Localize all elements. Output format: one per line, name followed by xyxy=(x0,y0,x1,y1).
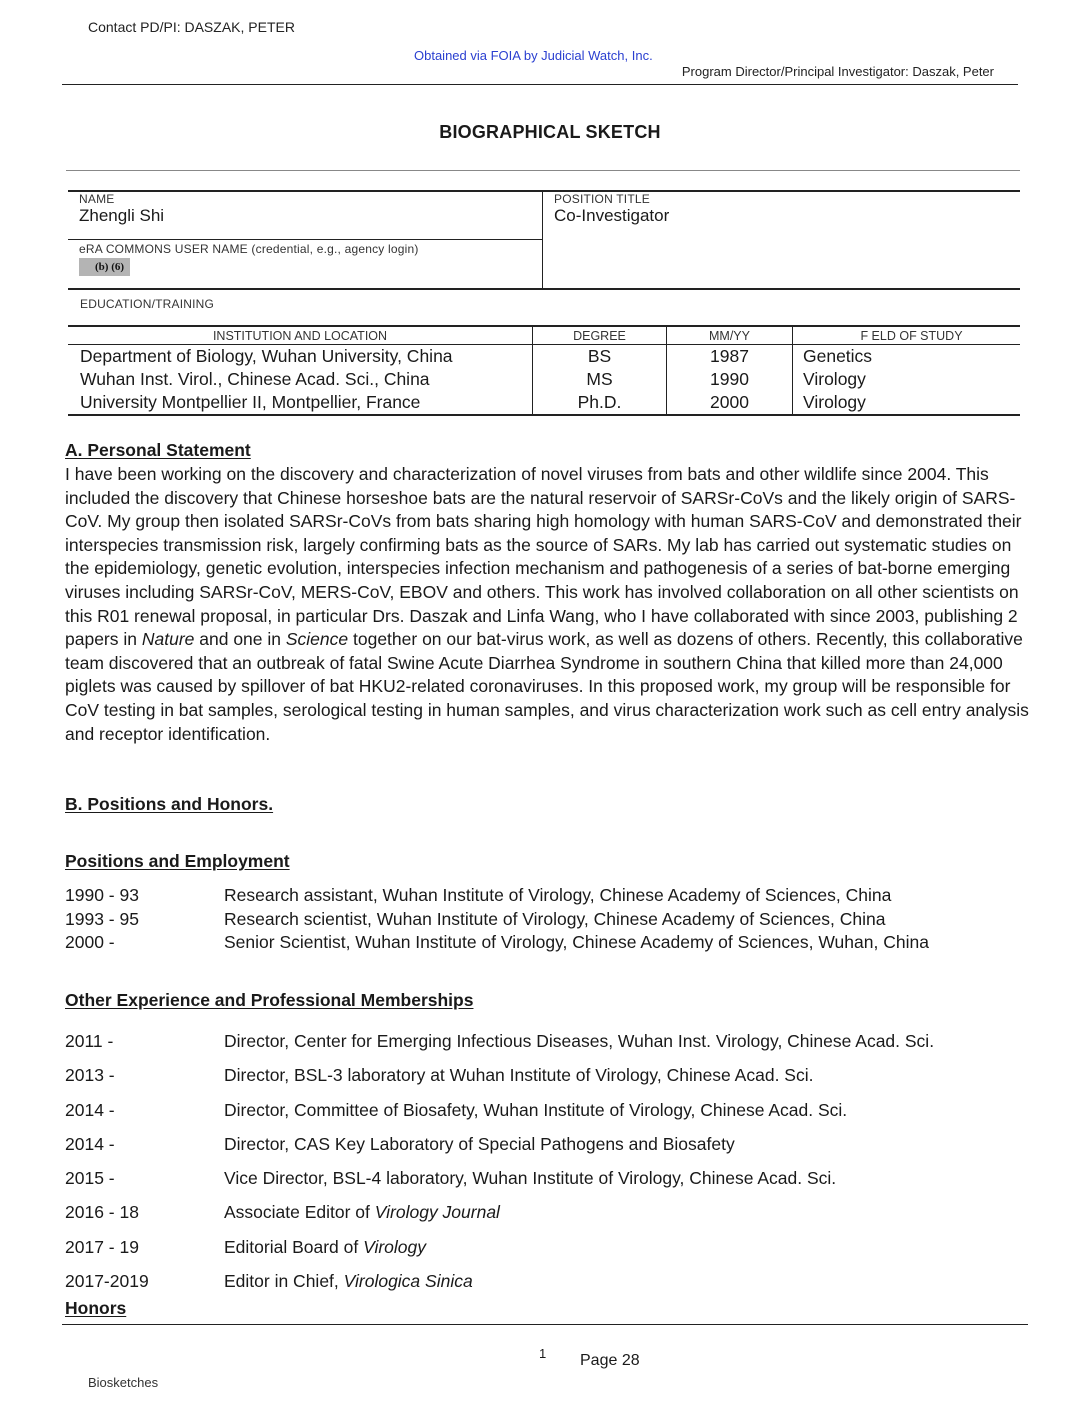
years: 2014 - xyxy=(65,1099,115,1120)
date: 1987 xyxy=(667,345,793,369)
years: 2016 - 18 xyxy=(65,1202,139,1223)
field: Genetics xyxy=(793,345,1021,369)
education-table xyxy=(68,325,1020,416)
list-item xyxy=(65,1195,934,1229)
years: 2017-2019 xyxy=(65,1271,149,1292)
page-label: Page 28 xyxy=(580,1352,640,1369)
era-cell xyxy=(68,240,542,276)
years: 1993 - 95 xyxy=(65,908,139,929)
institution: University Montpellier II, Montpellier, France xyxy=(80,392,421,412)
journal-science: Science xyxy=(285,629,349,650)
position-text: Senior Scientist, Wuhan Institute of Virology, Chinese Academy of Sciences, Wuhan, China xyxy=(224,932,929,952)
position-cell xyxy=(554,192,669,226)
name-value: Zhengli Shi xyxy=(79,206,165,225)
institution: Wuhan Inst. Virol., Chinese Acad. Sci., China xyxy=(80,369,430,389)
col-institution: INSTITUTION AND LOCATION xyxy=(68,326,533,345)
personal-statement-body xyxy=(65,463,1030,746)
col-field: F ELD OF STUDY xyxy=(793,326,1021,345)
role-text: Director, Center for Emerging Infectious Diseases, Wuhan Inst. Virology, Chinese Acad. Sci. xyxy=(224,1031,935,1051)
section-label: Biosketches xyxy=(88,1375,159,1390)
employment-heading: Positions and Employment xyxy=(65,851,290,871)
contact-pi: Contact PD/PI: DASZAK, PETER xyxy=(88,19,295,35)
employment-list xyxy=(65,884,929,955)
era-label: eRA COMMONS USER NAME (credential, e.g., agency login) xyxy=(79,242,419,256)
role-text: Editor in Chief, xyxy=(224,1271,344,1292)
identity-box xyxy=(68,190,1020,290)
field: Virology xyxy=(793,368,1021,391)
honors-heading: Honors xyxy=(65,1298,127,1318)
years: 2015 - xyxy=(65,1168,115,1189)
col-date: MM/YY xyxy=(667,326,793,345)
years: 2000 - xyxy=(65,932,115,952)
list-item xyxy=(65,884,929,908)
role-text: Vice Director, BSL-4 laboratory, Wuhan Institute of Virology, Chinese Acad. Sci. xyxy=(224,1168,837,1189)
education-header-row xyxy=(68,326,1020,345)
other-experience-list xyxy=(65,1024,934,1298)
position-text: Research assistant, Wuhan Institute of Virology, Chinese Academy of Sciences, China xyxy=(224,885,892,905)
years: 2017 - 19 xyxy=(65,1236,139,1257)
table-row xyxy=(68,345,1020,369)
degree: Ph.D. xyxy=(533,391,667,415)
col-degree: DEGREE xyxy=(533,326,667,345)
journal-nature: Nature xyxy=(141,629,195,650)
redaction-box: (b) (6) xyxy=(79,258,130,276)
journal-title: Virologica Sinica xyxy=(343,1271,473,1292)
years: 1990 - 93 xyxy=(65,885,139,905)
journal-title: Virology Journal xyxy=(374,1202,500,1223)
ps-text-1: I have been working on the discovery and characterization of novel viruses from bats and other wildlife since 2004. This included the discovery that Chinese horseshoe bats are the natural reservoir of SARSr-CoVs and the likely origin of SARS-CoV. My group then isolated SARSr-CoVs from bats sharing high homology with human SARS-CoV and demonstrated their interspecies transmission risk, largely confirming bats as the source of SARs. My lab has carried out systematic studies on the epidemiology, genetic evolution, interspecies infection mechanism and pathogenesis of a series of bat-borne emerging viruses including SARSr-CoV, MERS-CoV, EBOV and others. This work has involved collaboration on all other scientists on this R01 renewal proposal, in particular Drs. Daszak and Linfa Wang, who I have collaborated with since 2003, publishing 2 papers in xyxy=(65,464,1022,650)
years: 2014 - xyxy=(65,1133,115,1154)
degree: MS xyxy=(533,368,667,391)
ps-text-2: and one in xyxy=(194,629,286,650)
position-label: POSITION TITLE xyxy=(554,192,650,206)
years: 2011 - xyxy=(65,1031,114,1051)
header-divider xyxy=(62,84,1018,85)
years: 2013 - xyxy=(65,1065,115,1086)
program-director: Program Director/Principal Investigator: Daszak, Peter xyxy=(681,64,994,79)
role-text: Director, Committee of Biosafety, Wuhan Institute of Virology, Chinese Acad. Sci. xyxy=(224,1099,848,1120)
list-item xyxy=(65,1093,934,1127)
list-item xyxy=(65,908,929,932)
footer-divider xyxy=(62,1324,1028,1325)
date: 2000 xyxy=(667,391,793,415)
institution: Department of Biology, Wuhan University, China xyxy=(80,346,453,366)
role-text: Editorial Board of xyxy=(224,1236,364,1257)
field: Virology xyxy=(793,391,1021,415)
list-item xyxy=(65,931,929,955)
positions-honors-heading: B. Positions and Honors. xyxy=(65,794,274,814)
list-item xyxy=(65,1024,934,1058)
list-item xyxy=(65,1264,934,1298)
personal-statement-heading: A. Personal Statement xyxy=(65,440,251,460)
list-item xyxy=(65,1230,934,1264)
education-label: EDUCATION/TRAINING xyxy=(80,297,215,311)
date: 1990 xyxy=(667,368,793,391)
foia-notice: Obtained via FOIA by Judicial Watch, Inc. xyxy=(414,48,653,63)
other-experience-heading: Other Experience and Professional Memberships xyxy=(65,990,474,1010)
name-label: NAME xyxy=(79,192,115,206)
list-item xyxy=(65,1058,934,1092)
page-index: 1 xyxy=(539,1346,547,1361)
table-row xyxy=(68,368,1020,391)
table-row xyxy=(68,391,1020,415)
position-value: Co-Investigator xyxy=(554,206,670,225)
name-cell xyxy=(68,192,542,240)
identity-left xyxy=(68,192,543,288)
title-divider xyxy=(66,170,1020,171)
position-text: Research scientist, Wuhan Institute of Virology, Chinese Academy of Sciences, China xyxy=(224,908,886,929)
degree: BS xyxy=(533,345,667,369)
journal-title: Virology xyxy=(363,1236,427,1257)
list-item xyxy=(65,1161,934,1195)
role-text: Director, CAS Key Laboratory of Special Pathogens and Biosafety xyxy=(224,1133,735,1154)
list-item xyxy=(65,1127,934,1161)
page-title: BIOGRAPHICAL SKETCH xyxy=(439,122,661,142)
role-text: Director, BSL-3 laboratory at Wuhan Institute of Virology, Chinese Acad. Sci. xyxy=(224,1065,814,1086)
role-text: Associate Editor of xyxy=(224,1202,375,1223)
ps-text-3: together on our bat-virus work, as well as dozens of others. Recently, this collaborative team discovered that an outbreak of fatal Swine Acute Diarrhea Syndrome in southern China that killed more than 24,000 piglets was caused by spillover of bat HKU2-related coronaviruses. In this proposed work, my group will be responsible for CoV testing in bat samples, serological testing in human samples, and virus characterization work such as cell entry analysis and receptor identification. xyxy=(65,629,1029,744)
